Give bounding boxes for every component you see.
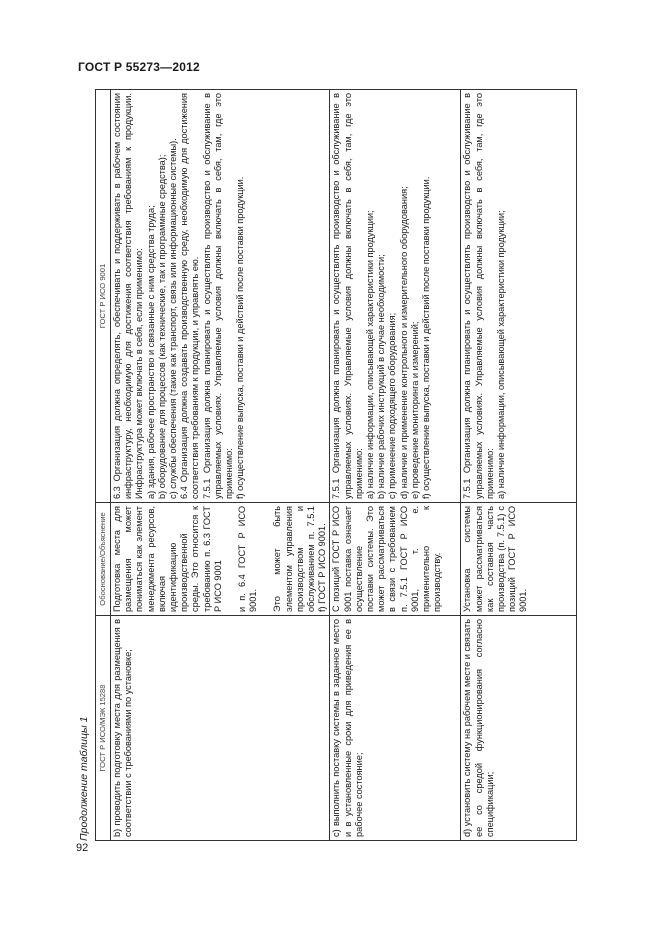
cell-text: Установка системы может рассматриваться как составная часть производства (п. 7.5.1) с позиций ГОСТ Р ИСО 9001. <box>462 506 529 612</box>
cell-text: f) осуществление выпуска, поставки и действий после поставки продукции. <box>421 176 432 499</box>
cell-iso9001 <box>461 90 577 503</box>
cell-text: a) наличие информации, описывающей характеристики продукции; <box>365 210 376 499</box>
document-header: ГОСТ Р 55273—2012 <box>78 60 200 74</box>
column-header-9001: ГОСТ Р ИСО 9001 <box>96 90 111 503</box>
cell-text: 6.3 Организация должна определять, обеспечивать и поддерживать в рабочем состоянии инфраструктуру, необходимую для достижения соответствия требованиям к продукции. Инфраструктура может включать в себя, если применимо: <box>112 93 145 499</box>
cell-text: b) наличие рабочих инструкций в случае необходимости; <box>376 254 387 499</box>
cell-text: c) службы обеспечения (такие как транспорт, связь или информационные системы). <box>168 138 179 499</box>
cell-text: b) проводить подготовку места для размещения в соответствии с требованиями по установке; <box>112 619 134 837</box>
cell-iso9001 <box>330 90 461 503</box>
cell-text: c) выполнить поставку системы в заданное место и в установленные сроки для приведения ее в рабочее состояние; <box>331 619 364 837</box>
table-caption: Продолжение таблицы 1 <box>78 716 90 841</box>
cell-rationale <box>111 503 330 616</box>
cell-text: d) наличие и применение контрольного и измерительного оборудования; <box>398 186 409 499</box>
table-row <box>461 90 577 841</box>
cell-text: e) проведение мониторинга и измерений; <box>409 321 420 499</box>
column-header-rationale: Обоснование/Объяснение <box>96 503 111 616</box>
cell-text: b) оборудование для процессов (как технические, так и программные средства); <box>156 154 167 499</box>
cell-text: d) установить систему на рабочем месте и связать ее со средой функционирования согласно спецификации; <box>462 619 495 837</box>
comparison-table <box>95 89 577 841</box>
cell-text: c) применение подходящего оборудования; <box>387 312 398 499</box>
table-row <box>111 90 330 841</box>
table-header-row <box>96 90 111 841</box>
cell-text: f) осуществление выпуска, поставки и действий после поставки продукции. <box>235 176 246 499</box>
cell-text: a) здания, рабочее пространство и связанные с ним средства труда; <box>145 205 156 499</box>
cell-text: Это может быть элементом управления производством и обслуживанием п. 7.5.1 f) ГОСТ Р ИСО 9001. <box>272 506 328 612</box>
cell-text: Подготовка места для размещения может пониматься как элемент менеджмента ресурсов, включая идентификацию производственной среды. Это относится к требованию п. 6.3 ГОСТ Р ИСО 9001 <box>112 506 223 612</box>
cell-requirement <box>111 616 330 841</box>
cell-text: a) наличие информации, описывающей характеристики продукции; <box>496 210 507 499</box>
cell-text: и п. 6.4 ГОСТ Р ИСО 9001. <box>237 506 259 612</box>
cell-text: 7.5.1 Организация должна планировать и осуществлять производство и обслуживание в управляемых условиях. Управляемые условия должны включать в себя, там, где это применимо: <box>331 93 364 499</box>
cell-requirement <box>330 616 461 841</box>
cell-rationale <box>330 503 461 616</box>
cell-iso9001 <box>111 90 330 503</box>
landscape-page <box>78 90 577 841</box>
cell-text: 7.5.1 Организация должна планировать и осуществлять производство и обслуживание в управляемых условиях. Управляемые условия должны включать в себя, там, где это применимо: <box>201 93 235 499</box>
cell-text: 6.4 Организация должна создавать производственную среду, необходимую для достижения соответствия требованиям к продукции, и управлять ею. <box>179 93 201 499</box>
page-number: 92 <box>76 842 89 854</box>
cell-text: 7.5.1 Организация должна планировать и осуществлять производство и обслуживание в управляемых условиях. Управляемые условия должны включать в себя, там, где это применимо: <box>462 93 495 499</box>
rotated-table-area <box>78 90 577 841</box>
cell-rationale <box>461 503 577 616</box>
cell-text: С позиций ГОСТ Р ИСО 9001 поставка означает осуществление поставки системы. Это может рассматриваться в связи с требованием п. 7.5.1 ГОСТ Р ИСО 9001, т. е. применительно к производству. <box>331 506 443 612</box>
cell-requirement <box>461 616 577 841</box>
column-header-15288: ГОСТ Р ИСО/МЭК 15288 <box>96 616 111 841</box>
table-row <box>330 90 461 841</box>
